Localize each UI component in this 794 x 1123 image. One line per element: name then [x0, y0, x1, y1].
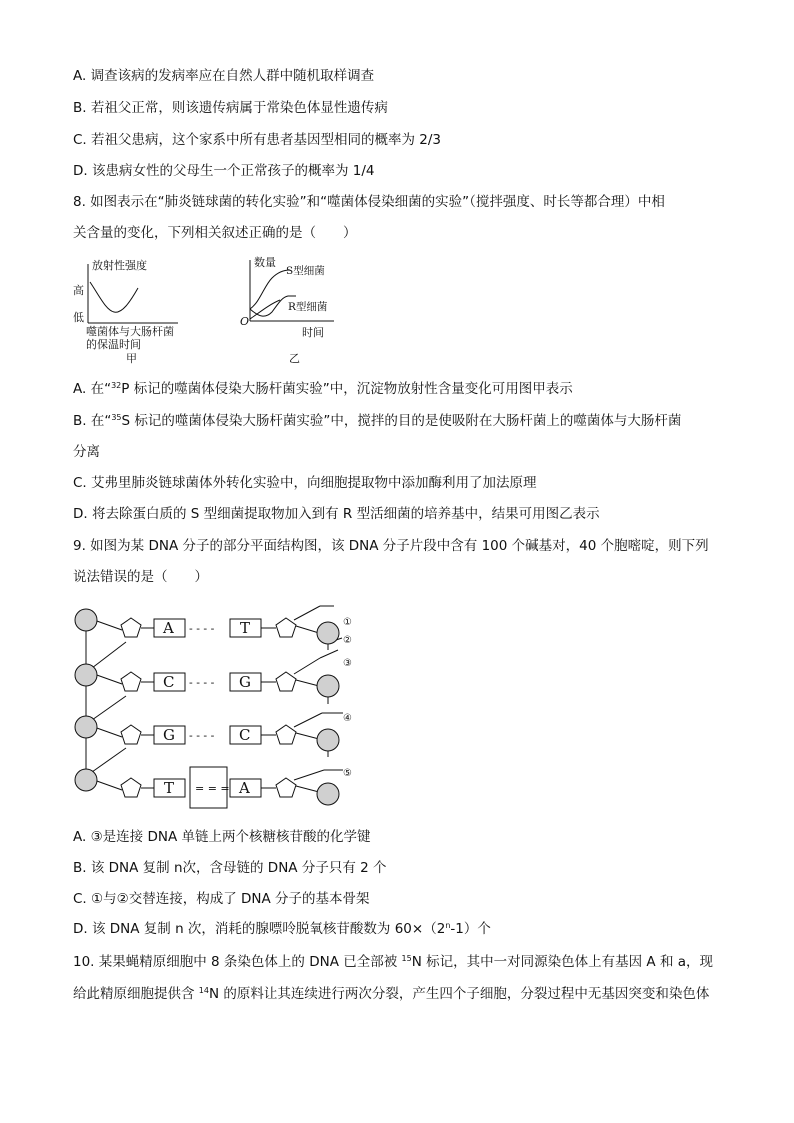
q8-stem: 8. 如图表示在“肺炎链球菌的转化实验”和“噬菌体侵染细菌的实验”（搅拌强度、时长等都合理）中相 [73, 194, 665, 210]
yi-label-r: R型细菌 [288, 301, 328, 313]
sugar-pentagon [276, 618, 296, 637]
q10-stem: 10. 某果蝇精原细胞中 8 条染色体上的 DNA 已全部被 $^{15}$N 标记，其中一对同源染色体上有基因 A 和 a，现 [73, 954, 714, 970]
yi-label-s: S型细菌 [286, 265, 325, 277]
jia-curve [90, 282, 138, 312]
base-left-4: T [164, 779, 175, 797]
q8-option-b: B. 在“$^{35}$S 标记的噬菌体侵染大肠杆菌实验”中，搅拌的目的是使吸附在大肠杆菌上的噬菌体与大肠杆菌 [73, 413, 682, 429]
q9-option-b: B. 该 DNA 复制 n次，含母链的 DNA 分子只有 2 个 [73, 860, 387, 876]
sugar-pentagon [276, 778, 296, 797]
jia-y-high: 高 [73, 284, 84, 297]
yi-xlabel: 时间 [302, 326, 324, 339]
q8-option-d: D. 将去除蛋白质的 S 型细菌提取物加入到有 R 型活细菌的培养基中，结果可用图乙表示 [73, 506, 600, 522]
phosphate-circle [317, 729, 339, 751]
base-right-2: G [239, 673, 251, 691]
yi-caption: 乙 [289, 352, 300, 365]
jia-ylabel: 放射性强度 [92, 259, 147, 272]
marker-5: ⑤ [343, 768, 352, 779]
q7-option-a: A. 调查该病的发病率应在自然人群中随机取样调查 [73, 68, 375, 84]
figure-yi [236, 252, 346, 370]
base-right-1: T [240, 619, 251, 637]
sugar-pentagon [276, 672, 296, 691]
sugar-pentagon [121, 778, 141, 797]
phosphate-circle [317, 622, 339, 644]
yi-origin: O [240, 315, 250, 328]
q9-stem-cont: 说法错误的是（ ） [73, 569, 208, 585]
phosphate-circle [75, 664, 97, 686]
marker-4: ④ [343, 713, 352, 724]
phosphate-circle [317, 675, 339, 697]
hbond-1: - - - - [189, 622, 215, 635]
jia-xlabel-2: 的保温时间 [86, 338, 141, 351]
base-left-1: A [163, 619, 174, 637]
hbond-4: = = = [195, 782, 230, 795]
base-left-2: C [163, 673, 175, 691]
q7-option-b: B. 若祖父正常，则该遗传病属于常染色体显性遗传病 [73, 100, 388, 116]
phosphate-circle [317, 783, 339, 805]
sugar-pentagon [121, 618, 141, 637]
phosphate-circle [75, 716, 97, 738]
base-right-3: C [239, 726, 251, 744]
q8-option-b-cont: 分离 [73, 444, 100, 460]
hbond-2: - - - - [189, 676, 215, 689]
q9-option-a: A. ③是连接 DNA 单链上两个核糖核苷酸的化学键 [73, 829, 371, 845]
q7-option-c: C. 若祖父患病，这个家系中所有患者基因型相同的概率为 2/3 [73, 132, 442, 148]
marker-3: ③ [343, 658, 352, 669]
jia-xlabel-1: 噬菌体与大肠杆菌 [86, 325, 174, 338]
q10-stem-cont: 给此精原细胞提供含 $^{14}$N 的原料让其连续进行两次分裂，产生四个子细胞，分裂过程中无基因突变和染色体 [73, 986, 710, 1002]
q8-option-a: A. 在“$^{32}$P 标记的噬菌体侵染大肠杆菌实验”中，沉淀物放射性含量变化可用图甲表示 [73, 381, 573, 397]
sugar-pentagon [121, 725, 141, 744]
jia-caption: 甲 [126, 352, 137, 365]
yi-curve-s [250, 270, 290, 309]
yi-ylabel: 数量 [254, 256, 276, 269]
base-left-3: G [163, 726, 175, 744]
q7-option-d: D. 该患病女性的父母生一个正常孩子的概率为 1/4 [73, 163, 375, 179]
phosphate-circle [75, 609, 97, 631]
q8-stem-cont: 关含量的变化，下列相关叙述正确的是（ ） [73, 225, 357, 241]
q9-option-c: C. ①与②交替连接，构成了 DNA 分子的基本骨架 [73, 891, 370, 907]
hbond-3: - - - - [189, 729, 215, 742]
marker-1: ① [343, 617, 352, 628]
dna-diagram [70, 600, 370, 815]
q9-stem: 9. 如图为某 DNA 分子的部分平面结构图，该 DNA 分子片段中含有 100 个碱基对，40 个胞嘧啶，则下列 [73, 538, 709, 554]
marker-2: ② [343, 635, 352, 646]
base-right-4: A [239, 779, 250, 797]
sugar-pentagon [121, 672, 141, 691]
jia-y-low: 低 [73, 311, 84, 324]
figure-jia [70, 252, 210, 370]
q9-option-d: D. 该 DNA 复制 n 次，消耗的腺嘌呤脱氧核苷酸数为 $60\times(2^n-1)$个 [73, 921, 491, 937]
sugar-pentagon [276, 725, 296, 744]
phosphate-circle [75, 769, 97, 791]
q8-option-c: C. 艾弗里肺炎链球菌体外转化实验中，向细胞提取物中添加酶利用了加法原理 [73, 475, 537, 491]
